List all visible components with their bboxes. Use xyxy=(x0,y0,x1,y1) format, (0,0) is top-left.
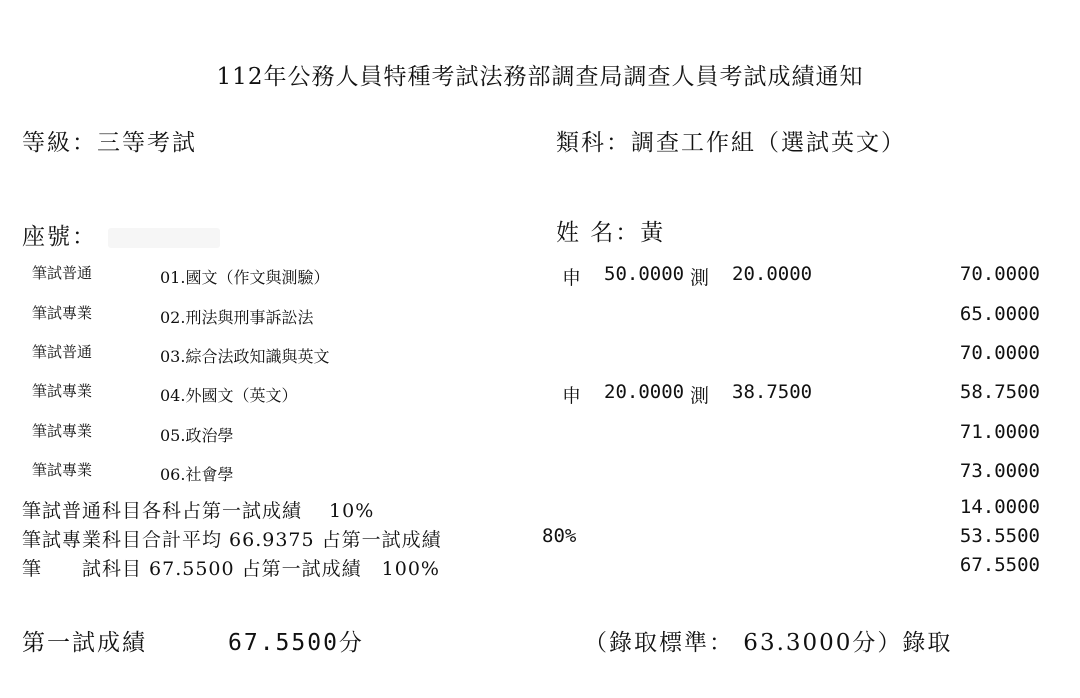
split2-value: 20.0000 xyxy=(732,263,813,285)
summary-value: 53.5500 xyxy=(959,525,1040,547)
subject-name: 04.外國文（英文） xyxy=(160,386,298,405)
first-exam-score-label: 第一試成績 xyxy=(22,630,147,656)
split2-label: 測 xyxy=(690,385,710,407)
summary-value: 67.5500 xyxy=(959,554,1040,576)
exam-level: 等級：三等考試 xyxy=(22,130,197,156)
subject-score: 73.0000 xyxy=(959,460,1040,482)
admission-standard: （錄取標準： 63.3000分）錄取 xyxy=(584,630,953,656)
exam-category: 類科：調查工作組（選試英文） xyxy=(556,130,906,156)
split1-value: 20.0000 xyxy=(604,381,685,403)
subject-type: 筆試普通 xyxy=(32,264,93,282)
first-exam-score-value: 67.5500分 xyxy=(228,630,364,656)
subject-type: 筆試專業 xyxy=(32,382,93,400)
subject-score: 71.0000 xyxy=(959,421,1040,443)
split1-label: 申 xyxy=(562,267,582,289)
subject-type: 筆試專業 xyxy=(32,461,93,479)
seat-number-label: 座號： xyxy=(22,224,97,250)
summary-text: 筆試普通科目各科占第一試成績 10% xyxy=(22,500,375,522)
subject-score: 70.0000 xyxy=(959,342,1040,364)
summary-text: 筆 試科目 67.5500 占第一試成績 100% xyxy=(22,558,440,580)
redacted-seat-number xyxy=(108,228,220,248)
subject-name: 02.刑法與刑事訴訟法 xyxy=(160,308,314,327)
page-title: 112年公務人員特種考試法務部調查局調查人員考試成績通知 xyxy=(216,64,864,90)
subject-name: 03.綜合法政知識與英文 xyxy=(160,347,330,366)
subject-type: 筆試專業 xyxy=(32,422,93,440)
subject-name: 05.政治學 xyxy=(160,426,234,445)
subject-type: 筆試專業 xyxy=(32,304,93,322)
split2-label: 測 xyxy=(690,267,710,289)
candidate-name: 姓 名：黃 xyxy=(556,220,666,246)
summary-value: 14.0000 xyxy=(959,496,1040,518)
subject-score: 65.0000 xyxy=(959,303,1040,325)
subject-score: 70.0000 xyxy=(959,263,1040,285)
split1-value: 50.0000 xyxy=(604,263,685,285)
summary-percent: 80% xyxy=(542,525,577,547)
subject-type: 筆試普通 xyxy=(32,343,93,361)
summary-text: 筆試專業科目合計平均 66.9375 占第一試成績 xyxy=(22,529,442,551)
split2-value: 38.7500 xyxy=(732,381,813,403)
subject-name: 06.社會學 xyxy=(160,465,234,484)
subject-score: 58.7500 xyxy=(959,381,1040,403)
subject-name: 01.國文（作文與測驗） xyxy=(160,268,330,287)
split1-label: 申 xyxy=(562,385,582,407)
